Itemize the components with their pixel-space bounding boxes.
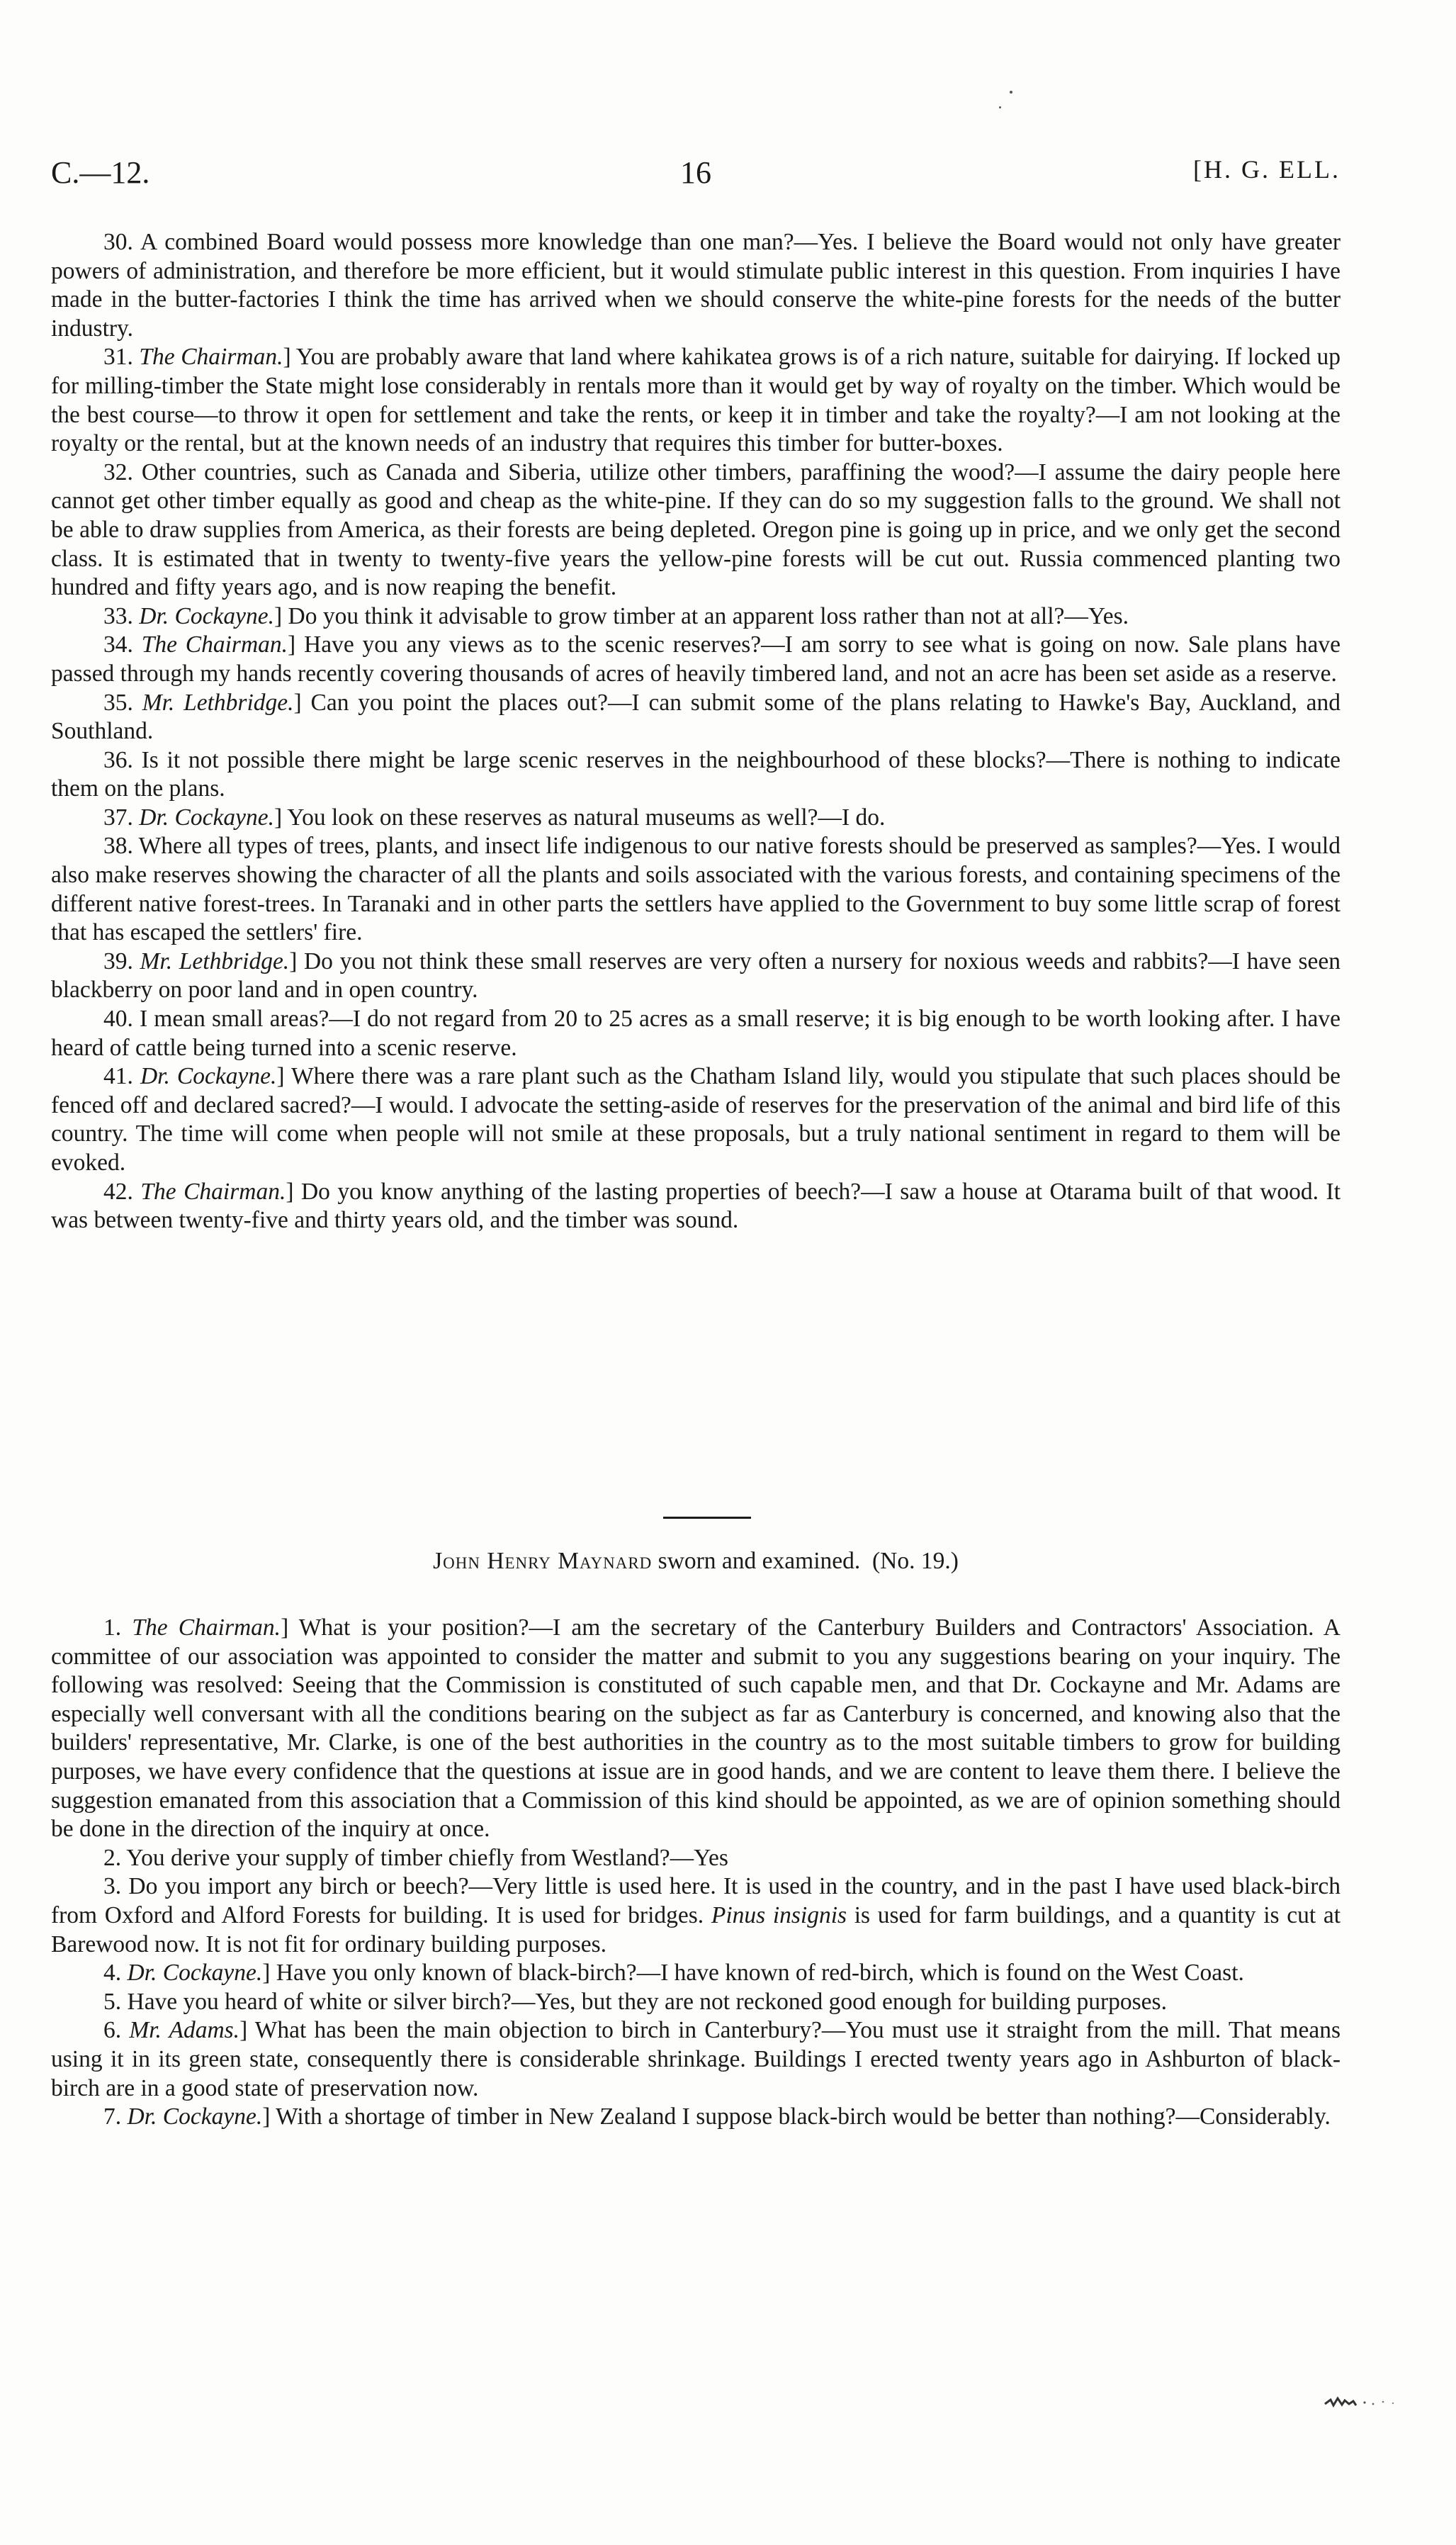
- scan-speck: [1010, 91, 1012, 94]
- question-text: You derive your supply of timber chiefly from Westland?—Yes: [126, 1844, 728, 1871]
- question-paragraph: [51, 2016, 1341, 2103]
- question-paragraph: [51, 1178, 1341, 1235]
- question-number: 2.: [103, 1844, 122, 1871]
- question-paragraph: [51, 343, 1341, 458]
- speaker-name: The Chairman.: [132, 1614, 281, 1641]
- question-paragraph: [51, 1988, 1341, 2017]
- document-reference: C.—12.: [51, 155, 150, 190]
- question-number: 32.: [103, 459, 133, 485]
- speaker-name: Dr. Cockayne.: [139, 602, 274, 629]
- speaker-name: The Chairman.: [141, 631, 288, 658]
- question-number: 37.: [103, 804, 133, 831]
- speaker-name: The Chairman.: [140, 1178, 286, 1205]
- question-text: Where all types of trees, plants, and insect life indigenous to our native forests should be preserved as samples?—Yes. I would also make reserves showing the character of all the plants and soils associated with the various forests, and containing specimens of the different native forest-trees. In Taranaki and in other parts the settlers have applied to the Government to buy some little scrap of forest that has escaped the settlers' fire.: [51, 833, 1341, 946]
- question-number: 31.: [103, 344, 133, 371]
- witness-heading: [51, 1548, 1341, 1575]
- speaker-name: Dr. Cockayne.: [127, 1960, 263, 1987]
- question-text: is used for farm buildings, and a quantity is cut at Barewood now. It is not fit for ordinary building purposes.: [51, 1901, 1341, 1957]
- question-number: 34.: [103, 631, 133, 658]
- question-number: 41.: [103, 1063, 133, 1090]
- question-number: 5.: [103, 1988, 122, 2015]
- scan-speck: [999, 106, 1001, 108]
- question-paragraph: [51, 631, 1341, 688]
- question-text: ] Have you any views as to the scenic reserves?—I am sorry to see what is going on now. Sale plans have passed through my hands recently covering thousands of acres of heavily timbered land, and not an acre has been set aside as a reserve.: [51, 631, 1341, 687]
- question-text: ] What has been the main objection to birch in Canterbury?—You must use it straight from the mill. That means using it in its green state, consequently there is considerable shrinkage. Buildings I erected twenty years ago in Ashburton of black-birch are in a good state of preservation now.: [51, 2017, 1341, 2101]
- witness-heading-text: sworn and examined.: [652, 1548, 861, 1574]
- question-text: I mean small areas?—I do not regard from 20 to 25 acres as a small reserve; it is big enough to be worth looking after. I have heard of cattle being turned into a scenic reserve.: [51, 1006, 1341, 1061]
- question-text: ] Where there was a rare plant such as the Chatham Island lily, would you stipulate that such places should be fenced off and declared sacred?—I would. I advocate the setting-aside of reserves for the preservation of the animal and bird life of this country. The time will come when people will not smile at these proposals, but a truly national sentiment in regard to them will be evoked.: [51, 1063, 1341, 1176]
- evidence-part-2: [51, 1614, 1341, 2132]
- question-number: 3.: [103, 1873, 122, 1900]
- evidence-part-1: [51, 228, 1341, 1235]
- question-paragraph: [51, 459, 1341, 602]
- question-number: 35.: [103, 689, 133, 716]
- question-text: ] Do you know anything of the lasting properties of beech?—I saw a house at Otarama built of that wood. It was between twenty-five and thirty years old, and the timber was sound.: [51, 1178, 1341, 1234]
- question-text: Have you heard of white or silver birch?—Yes, but they are not reckoned good enough for building purposes.: [127, 1988, 1167, 2015]
- question-paragraph: [51, 1062, 1341, 1177]
- question-text: ] What is your position?—I am the secretary of the Canterbury Builders and Contractors' Association. A committee of our association was appointed to consider the matter and submit to you any suggestions bearing on your inquiry. The following was resolved: Seeing that the Commission is constituted of such capable men, and that Dr. Cockayne and Mr. Adams are especially well conversant with all the conditions bearing on the subject as far as Canterbury is concerned, and knowing also that the builders' representative, Mr. Clarke, is one of the best authorities in the country as to the most suitable timbers to grow for building purposes, we have every confidence that the questions at issue are in good hands, and we are content to leave them there. I believe the suggestion emanated from this association that a Commission of this kind should be appointed, as we are of opinion something should be done in the direction of the inquiry at once.: [51, 1614, 1341, 1843]
- question-text: ] Can you point the places out?—I can submit some of the plans relating to Hawke's Bay, Auckland, and Southland.: [51, 689, 1341, 745]
- question-paragraph: [51, 746, 1341, 804]
- speaker-name: Dr. Cockayne.: [140, 1063, 277, 1090]
- question-number: 36.: [103, 746, 133, 773]
- speaker-name: Dr. Cockayne.: [127, 2103, 263, 2130]
- question-number: 30.: [103, 229, 133, 255]
- speaker-name: Mr. Lethbridge.: [142, 689, 294, 716]
- page-header: [51, 155, 1341, 197]
- question-text: Is it not possible there might be large scenic reserves in the neighbourhood of these blocks?—There is nothing to indicate them on the plans.: [51, 746, 1341, 802]
- question-number: 40.: [103, 1006, 133, 1033]
- question-paragraph: [51, 1872, 1341, 1959]
- question-text: ] Do you think it advisable to grow timber at an apparent loss rather than not at all?—Yes.: [273, 602, 1129, 629]
- question-paragraph: [51, 1844, 1341, 1873]
- speaker-name: Dr. Cockayne.: [139, 804, 274, 831]
- question-text: Do you import any birch or beech?—Very little is used here. It is used in the country, and in the past I have used black-birch from Oxford and Alford Forests for building. It is used for bridges.: [51, 1873, 1341, 1928]
- question-paragraph: [51, 804, 1341, 833]
- question-paragraph: [51, 832, 1341, 947]
- witness-name: John Henry Maynard: [433, 1548, 653, 1574]
- question-text: A combined Board would possess more knowledge than one man?—Yes. I believe the Board would not only have greater powers of administration, and therefore be more efficient, but it would stimulate public interest in this question. From inquiries I have made in the butter-factories I think the time has arrived when we should conserve the white-pine forests for the needs of the butter industry.: [51, 229, 1341, 342]
- speaker-name: Mr. Adams.: [129, 2017, 240, 2044]
- question-number: 42.: [103, 1178, 133, 1205]
- question-number: 7.: [103, 2103, 122, 2130]
- witness-number: (No. 19.): [872, 1548, 959, 1574]
- page-number: 16: [680, 155, 711, 190]
- speaker-name: The Chairman.: [139, 344, 283, 371]
- question-text: ] You are probably aware that land where kahikatea grows is of a rich nature, suitable for dairying. If locked up for milling-timber the State might lose considerably in rentals more than it would get by way of royalty on the timber. Which would be the best course—to throw it open for settlement and take the rents, or keep it in timber and take the royalty?—I am not looking at the royalty or the rental, but at the known needs of an industry that requires this timber for butter-boxes.: [51, 344, 1341, 457]
- question-paragraph: [51, 1005, 1341, 1062]
- question-text: Other countries, such as Canada and Siberia, utilize other timbers, paraffining the wood?—I assume the dairy people here cannot get other timber equally as good and cheap as the white-pine. If they can do so my suggestion falls to the ground. We shall not be able to draw supplies from America, as their forests are being depleted. Oregon pine is going up in price, and we only get the second class. It is estimated that in twenty to twenty-five years the yellow-pine forests will be cut out. Russia commenced planting two hundred and fifty years ago, and is now reaping the benefit.: [51, 459, 1341, 601]
- question-text: ] Do you not think these small reserves are very often a nursery for noxious weeds and rabbits?—I have seen blackberry on poor land and in open country.: [51, 948, 1341, 1004]
- question-paragraph: [51, 1614, 1341, 1844]
- question-text: ] Have you only known of black-birch?—I have known of red-birch, which is found on the West Coast.: [262, 1960, 1244, 1987]
- witness-initials: [H. G. ELL.: [1193, 155, 1341, 184]
- question-number: 1.: [103, 1614, 122, 1641]
- speaker-name: Mr. Lethbridge.: [140, 948, 290, 974]
- section-divider: [663, 1517, 751, 1519]
- question-text: ] With a shortage of timber in New Zealand I suppose black-birch would be better than nothing?—Considerably.: [262, 2103, 1331, 2130]
- question-number: 4.: [103, 1960, 122, 1987]
- question-paragraph: [51, 948, 1341, 1005]
- question-paragraph: [51, 689, 1341, 746]
- question-number: 38.: [103, 833, 133, 860]
- question-paragraph: [51, 602, 1341, 631]
- botanical-name: Pinus insignis: [711, 1901, 847, 1928]
- question-paragraph: [51, 228, 1341, 343]
- scan-smudge: [1324, 2394, 1401, 2411]
- question-number: 39.: [103, 948, 133, 974]
- question-paragraph: [51, 2103, 1341, 2132]
- question-text: ] You look on these reserves as natural museums as well?—I do.: [273, 804, 886, 831]
- question-number: 33.: [103, 602, 133, 629]
- question-number: 6.: [103, 2017, 122, 2044]
- question-paragraph: [51, 1959, 1341, 1988]
